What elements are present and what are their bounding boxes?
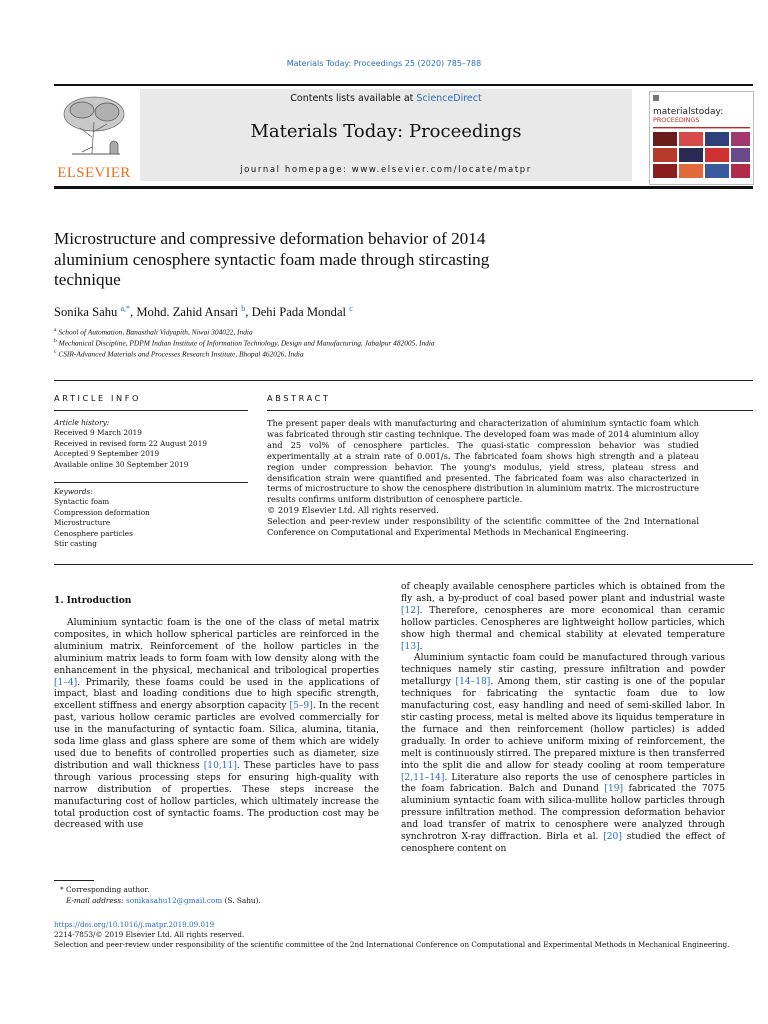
author-name[interactable]: Mohd. Zahid Ansari xyxy=(136,305,239,320)
doi-link[interactable]: https://doi.org/10.1016/j.matpr.2019.09.019 xyxy=(54,920,215,929)
history-item: Received 9 March 2019 xyxy=(54,428,142,438)
body-text-run: . xyxy=(419,641,423,652)
author-email-link[interactable]: sonikasahu12@gmail.com xyxy=(125,896,223,905)
body-text-run: studied the effect of cenosphere content on xyxy=(401,832,725,854)
citation-link[interactable]: [1–4] xyxy=(54,677,78,688)
sciencedirect-link[interactable]: ScienceDirect xyxy=(416,93,482,104)
body-text-run: fabricated the 7075 aluminium syntactic foam with silica-mullite hollow particles through pressure infiltration method. The compression deformation behavior and load transfer of matrix to cenosphere were analyzed through synchrotron X-ray diffraction. Birla et al. xyxy=(401,784,725,843)
abstract-bottom-rule xyxy=(54,564,753,565)
citation-link[interactable]: [13] xyxy=(401,641,420,652)
article-history-label: Article history: xyxy=(54,418,110,427)
article-title-line: technique xyxy=(54,270,121,289)
header-bottom-rule xyxy=(54,186,753,189)
citation-link[interactable]: [20] xyxy=(603,832,622,843)
body-text-run: . These particles have to pass through various processing steps for ensuring high-quality with narrow distribution of properties. These steps increase the manufacturing cost of hollow particles, which ultimately increase the total production cost of syntactic foams. The production cost may be decreased with use xyxy=(54,760,379,831)
author-separator: , xyxy=(130,305,137,320)
journal-homepage[interactable]: journal homepage: www.elsevier.com/locate/matpr xyxy=(240,165,532,175)
corresponding-author-note: * Corresponding author. xyxy=(60,885,150,894)
page-footer xyxy=(54,920,753,951)
body-text-run: . Primarily, these foams could be used in the applications of impact, blast and loading conditions due to high specific strength, excellent stiffness and energy absorption capacity xyxy=(54,677,379,712)
body-paragraph xyxy=(54,618,379,832)
header-top-rule xyxy=(54,84,753,86)
author-list xyxy=(54,304,353,320)
elsevier-wordmark: ELSEVIER xyxy=(57,165,131,181)
affiliation-mark: c xyxy=(54,349,57,355)
keyword-item: Syntactic foam xyxy=(54,497,110,507)
citation-link[interactable]: [14–18] xyxy=(455,677,491,688)
history-item: Accepted 9 September 2019 xyxy=(54,449,160,459)
history-item: Received in revised form 22 August 2019 xyxy=(54,438,207,448)
abstract-body xyxy=(267,418,699,538)
article-title-line: Microstructure and compressive deformation behavior of 2014 xyxy=(54,229,486,248)
citation-link[interactable]: [5–9] xyxy=(289,701,313,712)
left-column xyxy=(54,618,379,832)
section-heading-introduction: 1. Introduction xyxy=(54,595,132,606)
abstract-rule xyxy=(267,410,753,411)
journal-name: Materials Today: Proceedings xyxy=(250,121,522,142)
footer-review-note: Selection and peer-review under responsibility of the scientific committee of the 2nd International Conference on Computational and Experimental Methods in Mechanical Engineering. xyxy=(54,940,730,950)
cover-art xyxy=(650,92,753,184)
keyword-item: Microstructure xyxy=(54,518,111,528)
affiliation-c xyxy=(54,349,304,358)
body-text-run: Aluminium syntactic foam is the one of the class of metal matrix composites, in which hollow spherical particles are reinforced in the aluminium matrix. Reinforcement of the hollow particles in the aluminium matrix leads to form foam with low density along with the enhancement in the physical, mechanical and tribological properties xyxy=(54,618,379,676)
keyword-item: Cenosphere particles xyxy=(54,528,133,538)
frontmatter-rule xyxy=(54,380,753,381)
citation-link[interactable]: [12] xyxy=(401,605,420,616)
cover-title: materialstoday: xyxy=(653,107,724,117)
keyword-item: Stir casting xyxy=(54,539,97,549)
contents-line xyxy=(140,93,632,104)
article-title xyxy=(54,229,614,291)
cover-subtitle: PROCEEDINGS xyxy=(653,116,700,124)
abstract-heading: ABSTRACT xyxy=(267,393,331,403)
body-text-run: . Therefore, cenospheres are more economical than ceramic hollow particles. Cenospheres are lightweight hollow particles, which show high thermal and chemical stability at elevated temperature xyxy=(401,605,725,640)
history-item: Available online 30 September 2019 xyxy=(54,459,189,469)
body-paragraph xyxy=(401,582,725,653)
article-info-heading: ARTICLE INFO xyxy=(54,393,142,403)
keyword-item: Compression deformation xyxy=(54,507,150,517)
email-label: E-mail address: xyxy=(66,896,126,905)
keywords-rule xyxy=(54,482,248,483)
footnote-rule xyxy=(54,880,94,881)
right-column xyxy=(401,582,725,856)
affiliation-text: Mechanical Discipline, PDPM Indian Institute of Information Technology, Design and Manufacturing, Jabalpur 482005, India xyxy=(58,338,435,348)
article-history xyxy=(54,418,248,470)
affiliation-text: School of Automation, Banasthali Vidyapith, Niwai 304022, India xyxy=(58,327,253,337)
issn-line: 2214-7853/© 2019 Elsevier Ltd. All rights reserved. xyxy=(54,930,245,940)
citation-link[interactable]: [2,11–14] xyxy=(401,772,445,783)
body-text-run: Aluminium syntactic foam could be manufactured through various techniques namely stir casting, pressure infiltration and powder metallurgy xyxy=(401,653,725,688)
author-name[interactable]: Sonika Sahu xyxy=(54,305,118,320)
keywords-block xyxy=(54,487,248,549)
journal-reference[interactable]: Materials Today: Proceedings 25 (2020) 785–788 xyxy=(286,59,482,68)
email-suffix: (S. Sahu). xyxy=(222,896,261,905)
body-paragraph xyxy=(401,653,725,855)
author-affiliation-mark[interactable]: c xyxy=(349,304,353,313)
affiliation-a xyxy=(54,327,253,336)
article-info-rule xyxy=(54,410,248,411)
journal-cover-thumbnail[interactable] xyxy=(649,91,754,185)
corresponding-author-footnote xyxy=(54,884,384,906)
affiliation-mark: b xyxy=(54,338,57,344)
body-text-run: . Literature also reports the use of cenosphere particles in the foam fabrication. Balch and Dunand xyxy=(401,772,725,795)
author-name[interactable]: Dehi Pada Mondal xyxy=(251,305,347,320)
article-title-line: aluminium cenosphere syntactic foam made through stircasting xyxy=(54,249,490,269)
abstract-copyright: © 2019 Elsevier Ltd. All rights reserved. xyxy=(267,505,439,516)
author-affiliation-mark[interactable]: a,* xyxy=(120,304,131,313)
body-text-run: of cheaply available cenosphere particles which is obtained from the fly ash, a by-product of coal based power plant and industrial waste xyxy=(401,582,725,604)
affiliation-mark: a xyxy=(54,327,57,333)
citation-link[interactable]: [19] xyxy=(604,784,624,795)
affiliation-text: CSIR-Advanced Materials and Processes Research Institute, Bhopal 462026, India xyxy=(58,349,304,359)
citation-link[interactable]: [10,11] xyxy=(203,760,237,771)
author-separator: , xyxy=(245,305,252,320)
contents-prefix: Contents lists available at xyxy=(290,93,417,104)
affiliation-b xyxy=(54,338,435,347)
keywords-label: Keywords: xyxy=(54,487,93,496)
abstract-paragraph: The present paper deals with manufacturing and characterization of aluminium syntactic foam which was fabricated through stir casting technique. The developed foam was made of 2014 aluminium alloy and 25 vol% of cenosphere particles. The quasi-static compression behavior was studied experimentally at a strain rate of 0.001/s. The fabricated foam shows high strength and a plateau region under compression behavior. The young's modulus, yield stress, plateau stress and densification strain were quantified and presented. The fabricated foam was also characterized in terms of microstructure to show the cenosphere distribution in aluminium matrix. The microstructure results confirms uniform distribution of cenosphere particle. xyxy=(267,418,699,505)
abstract-review-note: Selection and peer-review under responsibility of the scientific committee of the 2nd International Conference on Computational and Experimental Methods in Mechanical Engineering. xyxy=(267,516,699,538)
body-text-run: . In the recent past, various hollow ceramic particles are evolved commercially for use in the manufacturing of syntactic foam. Silica, alumina, titania, soda lime glass and glass sphere are some of them which are widely used due to benefits of controlled properties such as diameter, size distribution and wall thickness xyxy=(54,701,379,771)
body-text-run: . Among them, stir casting is one of the popular techniques for fabricating the syntactic foam due to low manufacturing cost, easy handling and need of semi-skilled labor. In stir casting process, metal is melted above its liquidus temperature in the furnace and then reinforcement (hollow particles) is added gradually. In order to achieve uniform mixing of reinforcement, the melt is continuously stirred. The prepared mixture is then transferred into the split die and allow for steady cooling at room temperature xyxy=(401,677,726,771)
author-affiliation-mark[interactable]: b xyxy=(241,304,246,313)
